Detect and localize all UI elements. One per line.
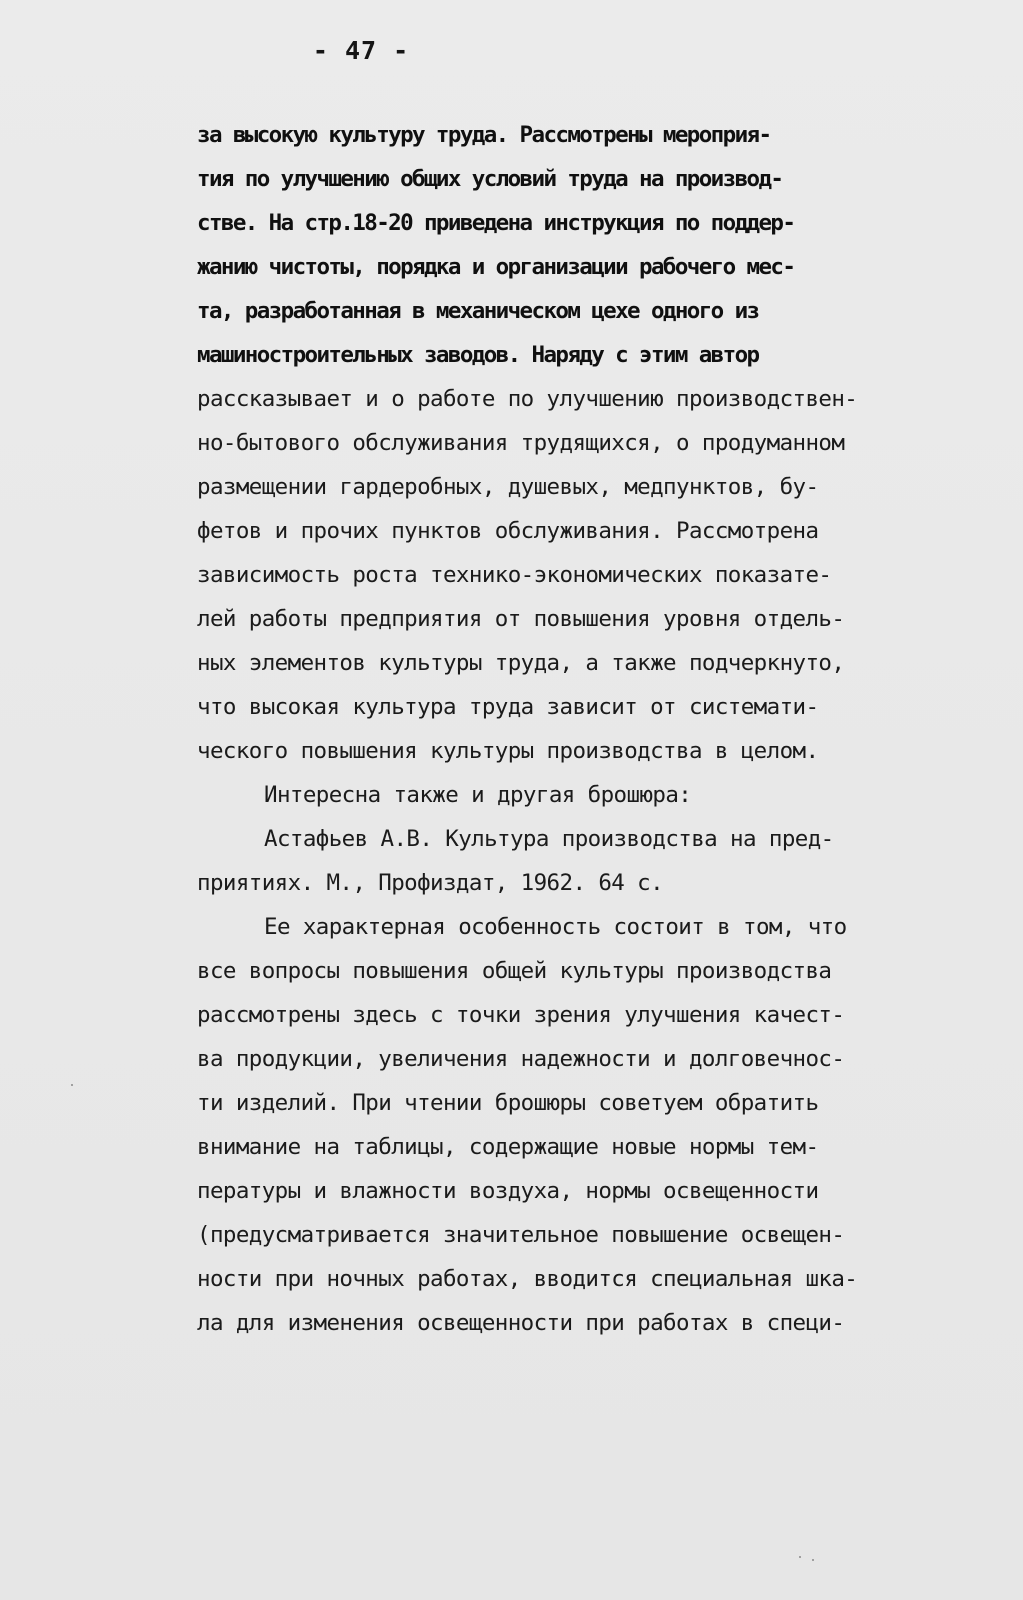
text-line: та, разработанная в механическом цехе одного из (197, 298, 759, 324)
text-line: за высокую культуру труда. Рассмотрены мероприя- (197, 122, 771, 148)
text-line: что высокая культура труда зависит от системати- (197, 694, 819, 720)
text-line: Ее характерная особенность состоит в том, что (264, 914, 847, 940)
text-line: все вопросы повышения общей культуры производства (197, 958, 832, 984)
text-line: тия по улучшению общих условий труда на производ- (197, 166, 783, 192)
text-line: стве. На стр.18-20 приведена инструкция по поддер- (197, 210, 795, 236)
text-line: машиностроительных заводов. Наряду с этим автор (197, 342, 759, 368)
text-line: пературы и влажности воздуха, нормы освещенности (197, 1178, 819, 1204)
text-line: но-бытового обслуживания трудящихся, о продуманном (197, 430, 845, 456)
text-line: ности при ночных работах, вводится специальная шка- (197, 1266, 858, 1292)
text-line: ческого повышения культуры производства в целом. (197, 738, 819, 764)
page-number: - 47 - (312, 36, 410, 65)
paper-speck (71, 1084, 73, 1086)
text-line: Астафьев А.В. Культура производства на пред- (264, 826, 834, 852)
text-line: рассмотрены здесь с точки зрения улучшения качест- (197, 1002, 845, 1028)
text-line: (предусматривается значительное повышение освещен- (197, 1222, 845, 1248)
document-body (197, 113, 917, 1345)
text-line: рассказывает и о работе по улучшению производствен- (197, 386, 858, 412)
text-line: размещении гардеробных, душевых, медпунктов, бу- (197, 474, 819, 500)
text-line: зависимость роста технико-экономических показате- (197, 562, 832, 588)
text-line: ла для изменения освещенности при работах в специ- (197, 1310, 845, 1336)
text-line: фетов и прочих пунктов обслуживания. Рассмотрена (197, 518, 819, 544)
paper-speck (812, 1559, 814, 1561)
text-line: лей работы предприятия от повышения уровня отдель- (197, 606, 845, 632)
text-line: Интересна также и другая брошюра: (264, 782, 692, 808)
text-line: ти изделий. При чтении брошюры советуем обратить (197, 1090, 819, 1116)
text-line: жанию чистоты, порядка и организации рабочего мес- (197, 254, 795, 280)
paper-speck (799, 1556, 801, 1558)
text-line: внимание на таблицы, содержащие новые нормы тем- (197, 1134, 819, 1160)
text-line: ва продукции, увеличения надежности и долговечнос- (197, 1046, 845, 1072)
text-line: приятиях. М., Профиздат, 1962. 64 с. (197, 870, 664, 896)
text-line: ных элементов культуры труда, а также подчеркнуто, (197, 650, 845, 676)
